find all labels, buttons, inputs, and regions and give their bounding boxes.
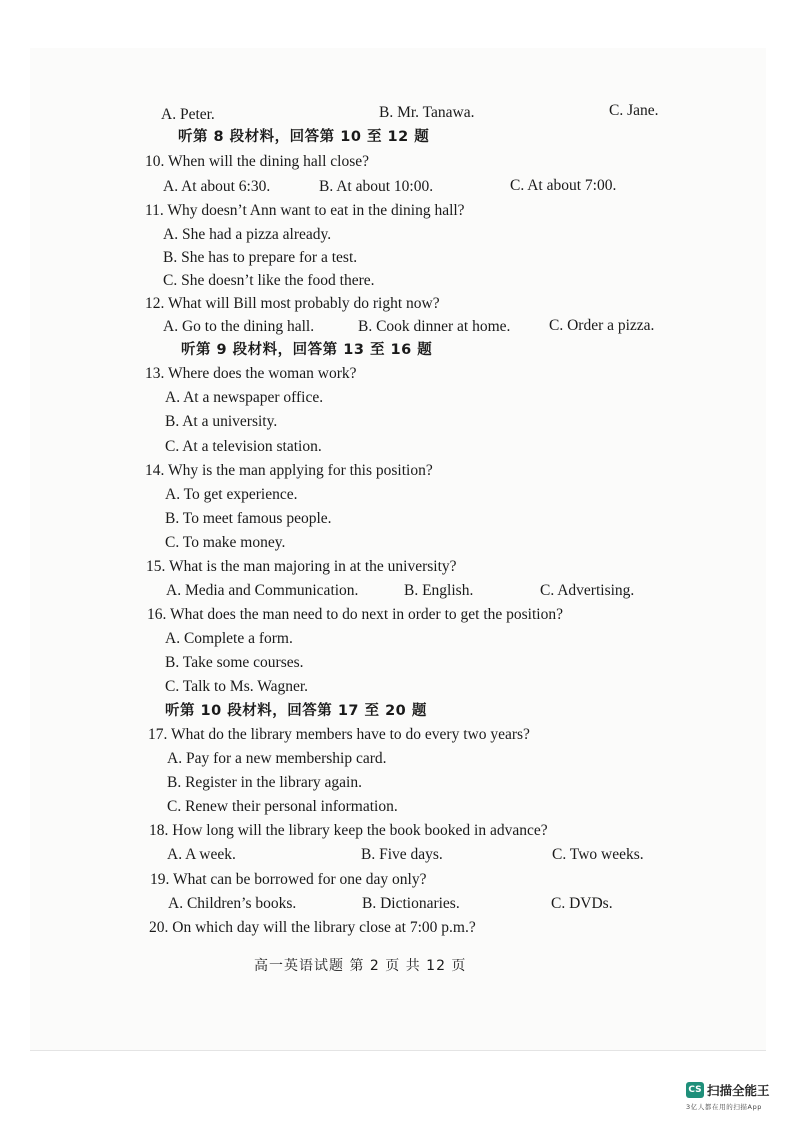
q12-option-c: C. Order a pizza. — [549, 317, 655, 334]
q13-option-b: B. At a university. — [165, 413, 278, 430]
q16-option-b: B. Take some courses. — [165, 654, 304, 671]
q9-option-a: A. Peter. — [161, 106, 215, 123]
q20-stem: 20. On which day will the library close at 7:00 p.m.? — [149, 919, 476, 936]
q16-stem: 16. What does the man need to do next in order to get the position? — [147, 606, 563, 623]
section-10-heading: 听第 10 段材料，回答第 17 至 20 题 — [165, 703, 427, 719]
q13-option-a: A. At a newspaper office. — [165, 389, 324, 406]
q18-option-a: A. A week. — [167, 846, 236, 863]
q15-stem: 15. What is the man majoring in at the university? — [146, 558, 457, 575]
q17-option-b: B. Register in the library again. — [167, 774, 362, 791]
q19-option-c: C. DVDs. — [551, 895, 613, 912]
q10-option-a: A. At about 6:30. — [163, 178, 271, 195]
q11-stem: 11. Why doesn’t Ann want to eat in the dining hall? — [145, 202, 465, 219]
q15-option-b: B. English. — [404, 582, 474, 599]
q10-stem: 10. When will the dining hall close? — [145, 153, 369, 170]
q11-option-a: A. She had a pizza already. — [163, 226, 332, 243]
q17-stem: 17. What do the library members have to do every two years? — [148, 726, 530, 743]
q10-option-c: C. At about 7:00. — [510, 177, 617, 194]
page-footer: 高一英语试题 第 2 页 共 12 页 — [254, 958, 467, 974]
watermark-tagline: 3亿人都在用的扫描App — [686, 1103, 763, 1111]
q9-option-c: C. Jane. — [609, 102, 659, 119]
q14-option-b: B. To meet famous people. — [165, 510, 332, 527]
q17-option-c: C. Renew their personal information. — [167, 798, 398, 815]
section-8-heading: 听第 8 段材料，回答第 10 至 12 题 — [178, 129, 430, 145]
q18-option-b: B. Five days. — [361, 846, 443, 863]
q12-stem: 12. What will Bill most probably do right now? — [145, 295, 440, 312]
q17-option-a: A. Pay for a new membership card. — [167, 750, 387, 767]
q11-option-b: B. She has to prepare for a test. — [163, 249, 358, 266]
q19-option-a: A. Children’s books. — [168, 895, 297, 912]
q18-option-c: C. Two weeks. — [552, 846, 644, 863]
q18-stem: 18. How long will the library keep the book booked in advance? — [149, 822, 548, 839]
q12-option-a: A. Go to the dining hall. — [163, 318, 315, 335]
q15-option-a: A. Media and Communication. — [166, 582, 359, 599]
q14-option-a: A. To get experience. — [165, 486, 298, 503]
q10-option-b: B. At about 10:00. — [319, 178, 434, 195]
q12-option-b: B. Cook dinner at home. — [358, 318, 511, 335]
q15-option-c: C. Advertising. — [540, 582, 635, 599]
q13-option-c: C. At a television station. — [165, 438, 322, 455]
q11-option-c: C. She doesn’t like the food there. — [163, 272, 375, 289]
watermark-app-name: 扫描全能王 — [707, 1083, 770, 1098]
scanner-watermark — [686, 1082, 794, 1118]
section-9-heading: 听第 9 段材料，回答第 13 至 16 题 — [181, 342, 433, 358]
q9-option-b: B. Mr. Tanawa. — [379, 104, 475, 121]
q14-option-c: C. To make money. — [165, 534, 286, 551]
q19-stem: 19. What can be borrowed for one day only? — [150, 871, 427, 888]
camscanner-logo-icon: CS — [686, 1082, 704, 1098]
q14-stem: 14. Why is the man applying for this position? — [145, 462, 433, 479]
q19-option-b: B. Dictionaries. — [362, 895, 460, 912]
q16-option-c: C. Talk to Ms. Wagner. — [165, 678, 309, 695]
q16-option-a: A. Complete a form. — [165, 630, 293, 647]
q13-stem: 13. Where does the woman work? — [145, 365, 357, 382]
